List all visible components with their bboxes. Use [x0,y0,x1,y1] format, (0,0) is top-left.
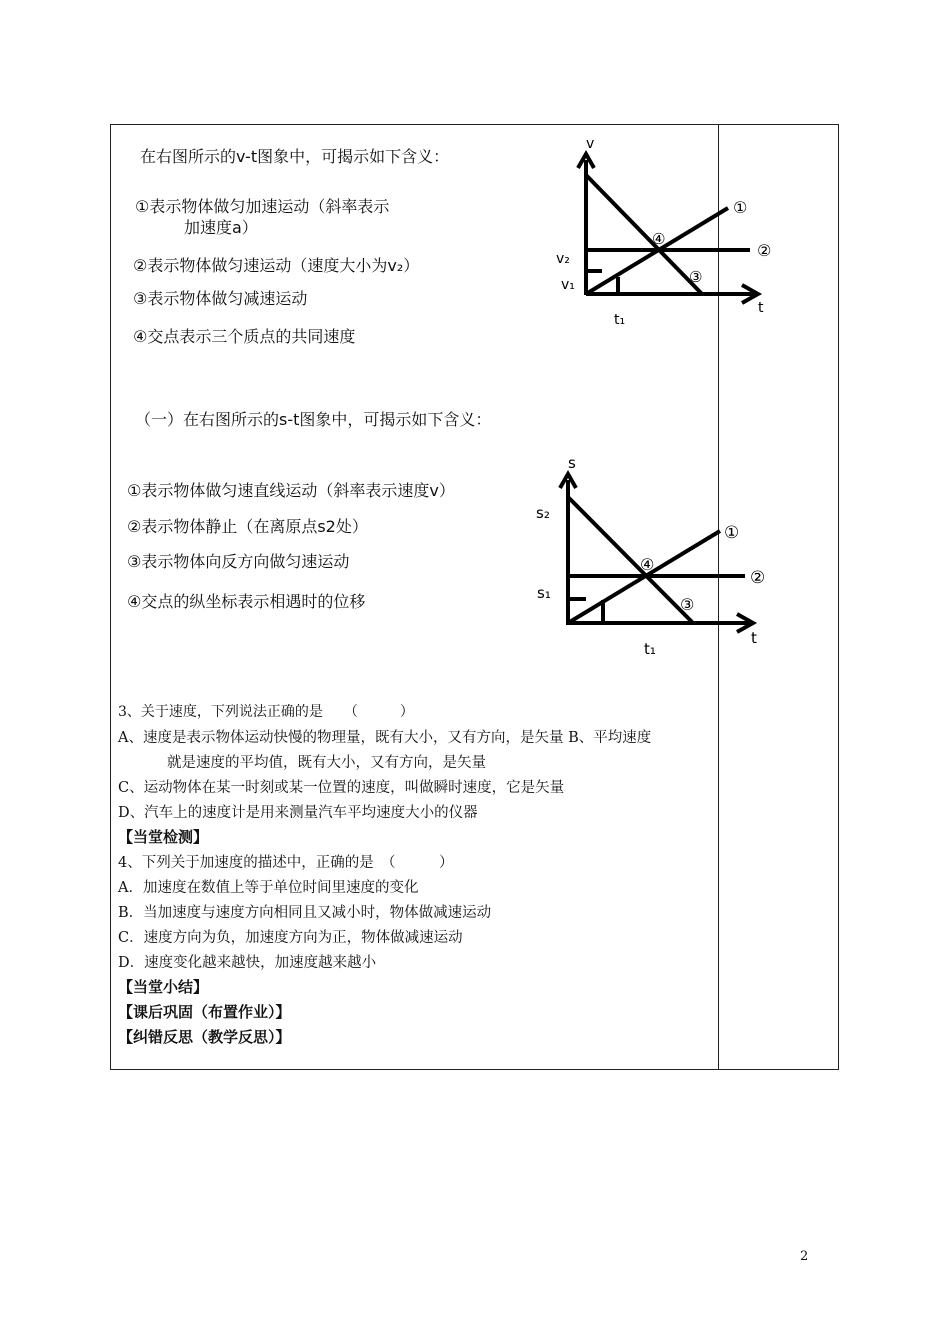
vt-y-label: v [586,136,595,152]
q4-option-c: C．速度方向为负，加速度方向为正，物体做减速运动 [118,930,463,946]
vt-t1-label: t₁ [614,312,626,328]
q3-stem: 3、关于速度，下列说法正确的是 （ ） [118,704,414,720]
st-intro: （一）在右图所示的s-t图象中，可揭示如下含义： [135,410,492,429]
st-graph [530,450,780,660]
section-reflection: 【纠错反思（教学反思）】 [118,1028,291,1046]
q4-stem: 4、下列关于加速度的描述中，正确的是 （ ） [118,855,454,871]
vt-point-4-label: ④ [652,230,666,248]
vt-line-3-label: ③ [689,268,703,286]
vt-item-1-cont: 加速度a） [184,218,258,237]
st-s2-label: s₂ [536,504,550,522]
st-s1-label: s₁ [537,584,551,602]
vt-intro: 在右图所示的v-t图象中，可揭示如下含义： [140,147,450,166]
st-item-1: ①表示物体做匀速直线运动（斜率表示速度v） [127,481,455,500]
st-point-4-label: ④ [640,555,655,574]
q4-option-a: A．加速度在数值上等于单位时间里速度的变化 [118,880,419,896]
st-item-4: ④交点的纵坐标表示相遇时的位移 [127,592,366,611]
st-line-1-label: ① [724,523,740,543]
q3-option-d: D、汽车上的速度计是用来测量汽车平均速度大小的仪器 [118,805,478,821]
vt-x-label: t [758,300,764,316]
st-t1-label: t₁ [644,640,656,658]
st-item-2: ②表示物体静止（在离原点s2处） [127,517,368,536]
section-homework: 【课后巩固（布置作业）】 [118,1003,291,1021]
vt-v2-label: v₂ [556,251,570,267]
q4-option-b: B．当加速度与速度方向相同且又减小时，物体做减速运动 [118,905,492,921]
vt-v1-label: v₁ [561,277,575,293]
section-check: 【当堂检测】 [118,828,209,846]
st-item-3: ③表示物体向反方向做匀速运动 [127,552,350,571]
section-summary: 【当堂小结】 [118,978,209,996]
q3-option-b: 就是速度的平均值，既有大小，又有方向，是矢量 [167,755,486,771]
vt-line-2-label: ② [757,241,772,260]
page-number: 2 [800,1249,809,1264]
vt-item-2: ②表示物体做匀速运动（速度大小为v₂） [133,256,420,275]
vt-item-4: ④交点表示三个质点的共同速度 [133,327,356,346]
q3-option-c: C、运动物体在某一时刻或某一位置的速度，叫做瞬时速度，它是矢量 [118,780,565,796]
st-line-2-label: ② [750,568,766,588]
vt-item-1: ①表示物体做匀加速运动（斜率表示 [135,197,390,216]
q3-option-a: A、速度是表示物体运动快慢的物理量，既有大小，又有方向，是矢量 B、平均速度 [118,730,652,746]
st-x-label: t [751,629,757,647]
q4-option-d: D．速度变化越来越快，加速度越来越小 [118,955,377,971]
vt-graph [550,130,780,330]
st-y-label: s [568,454,576,472]
vt-line-1-label: ① [733,198,748,217]
vt-item-3: ③表示物体做匀减速运动 [133,289,308,308]
st-line-3-label: ③ [680,595,695,614]
